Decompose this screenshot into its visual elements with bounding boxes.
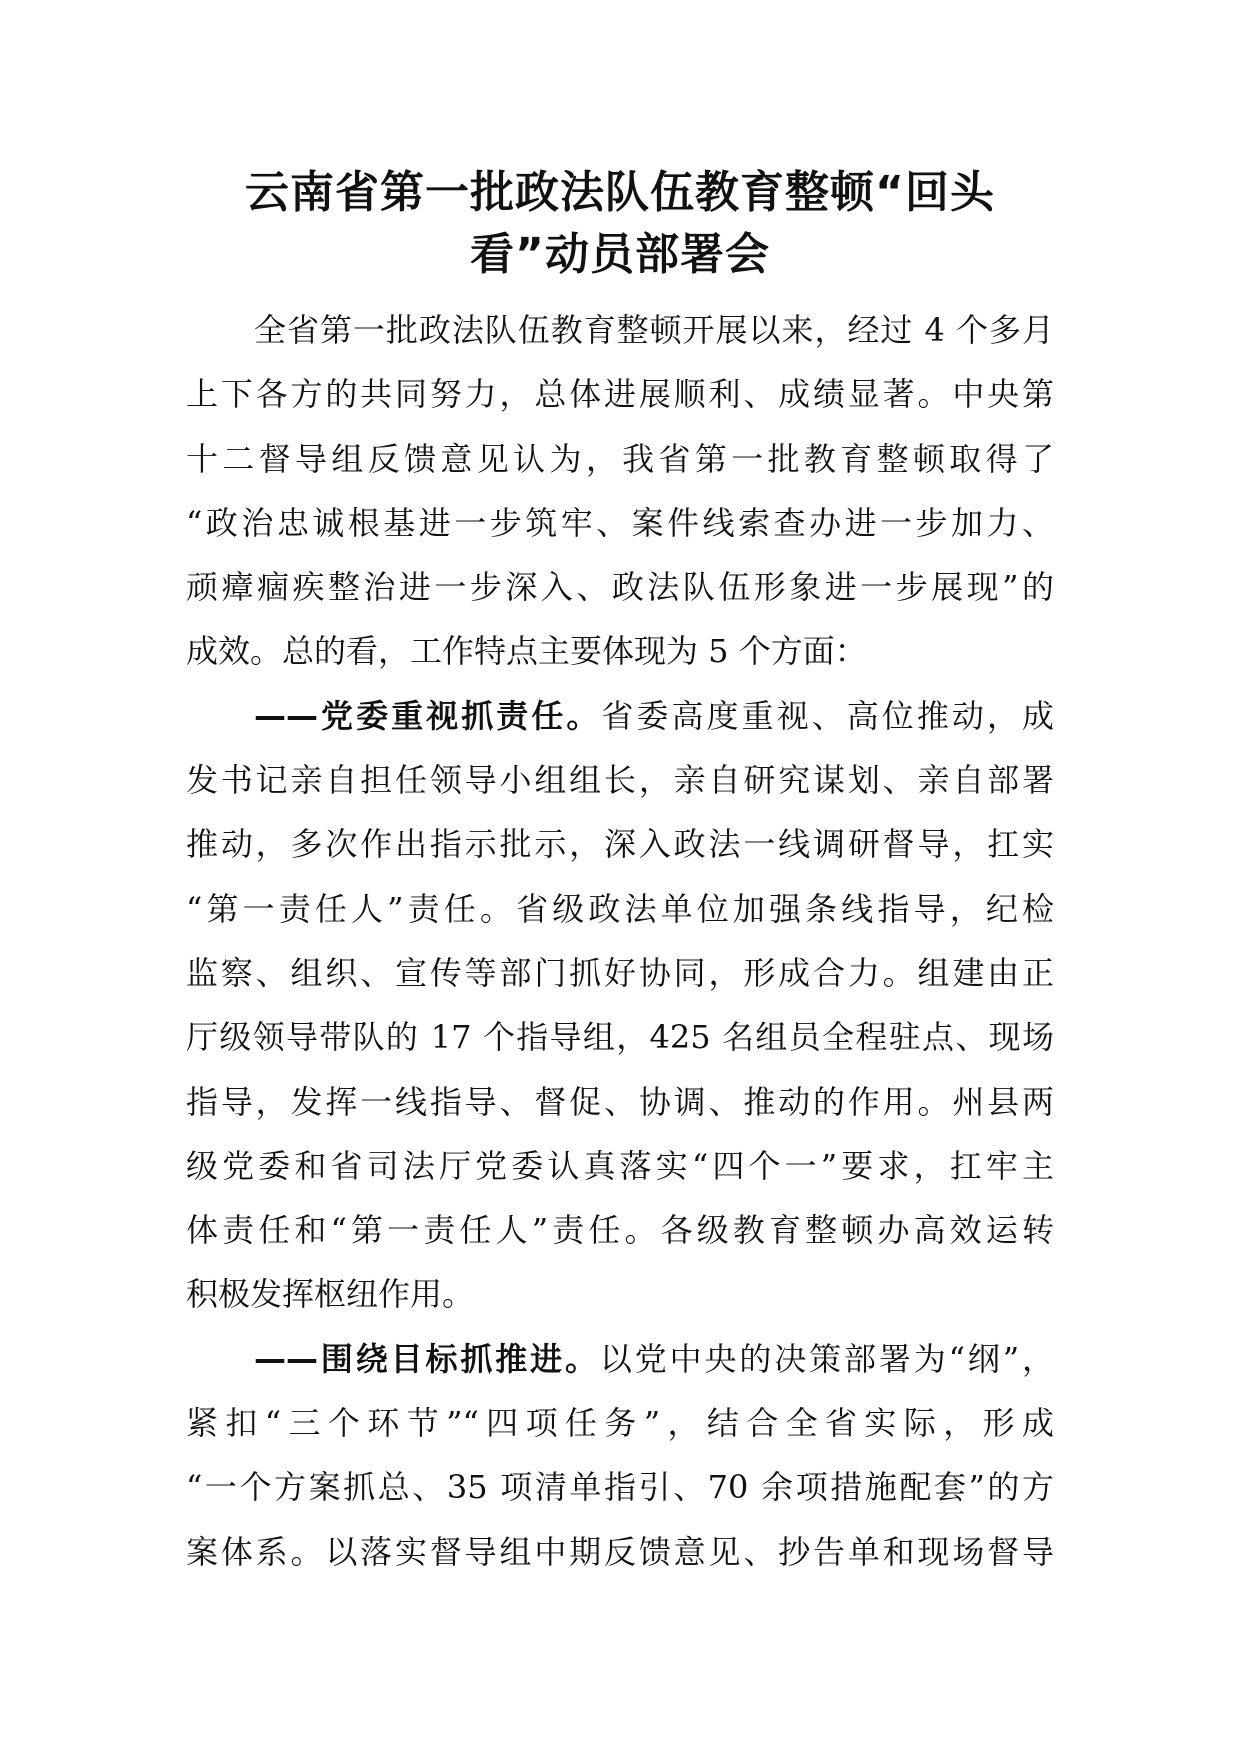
paragraph-3-line-2: 紧扣“三个环节”“四项任务”，结合全省实际，形成	[186, 1404, 1054, 1443]
paragraph-2-line-7: 指导，发挥一线指导、督促、协调、推动的作用。州县两	[186, 1082, 1054, 1121]
title-line-2: 看”动员部署会	[470, 229, 770, 280]
paragraph-2-heading: ——党委重视抓责任。	[254, 696, 602, 735]
paragraph-3-line-1	[186, 1327, 1054, 1391]
document-body	[186, 298, 1054, 1584]
paragraph-1-line-6: 成效。总的看，工作特点主要体现为 5 个方面：	[186, 632, 867, 671]
paragraph-1-line-4: “政治忠诚根基进一步筑牢、案件线索查办进一步加力、	[186, 503, 1054, 542]
paragraph-3-line-4: 案体系。以落实督导组中期反馈意见、抄告单和现场督导	[186, 1532, 1054, 1571]
paragraph-3-line-3: “一个方案抓总、35 项清单指引、70 余项措施配套”的方	[186, 1468, 1054, 1507]
paragraph-2-line-2: 发书记亲自担任领导小组组长，亲自研究谋划、亲自部署	[186, 761, 1054, 800]
paragraph-2-line-10: 积极发挥枢纽作用。	[186, 1275, 475, 1314]
paragraph-2-line-1-text: 省委高度重视、高位推动，成	[601, 696, 1054, 735]
paragraph-2-line-3: 推动，多次作出指示批示，深入政法一线调研督导，扛实	[186, 825, 1054, 864]
paragraph-3-line-1-text: 以党中央的决策部署为“纲”，	[599, 1339, 1054, 1378]
paragraph-2-line-6: 厅级领导带队的 17 个指导组，425 名组员全程驻点、现场	[186, 1018, 1054, 1057]
paragraph-2-line-1	[186, 684, 1054, 748]
paragraph-2-line-9: 体责任和“第一责任人”责任。各级教育整顿办高效运转	[186, 1211, 1054, 1250]
document-title	[180, 162, 1060, 286]
paragraph-2-line-8: 级党委和省司法厅党委认真落实“四个一”要求，扛牢主	[186, 1146, 1054, 1185]
paragraph-1-line-2: 上下各方的共同努力，总体进展顺利、成绩显著。中央第	[186, 375, 1054, 414]
paragraph-2-line-4: “第一责任人”责任。省级政法单位加强条线指导，纪检	[186, 889, 1054, 928]
paragraph-1-line-3: 十二督导组反馈意见认为，我省第一批教育整顿取得了	[186, 439, 1054, 478]
paragraph-2-line-5: 监察、组织、宣传等部门抓好协同，形成合力。组建由正	[186, 953, 1054, 992]
paragraph-1-line-1: 全省第一批政法队伍教育整顿开展以来，经过 4 个多月	[254, 311, 1054, 349]
title-line-1: 云南省第一批政法队伍教育整顿“回头	[245, 167, 995, 218]
paragraph-3-heading: ——围绕目标抓推进。	[254, 1339, 600, 1378]
paragraph-1-line-5: 顽瘴痼疾整治进一步深入、政法队伍形象进一步展现”的	[186, 568, 1054, 607]
